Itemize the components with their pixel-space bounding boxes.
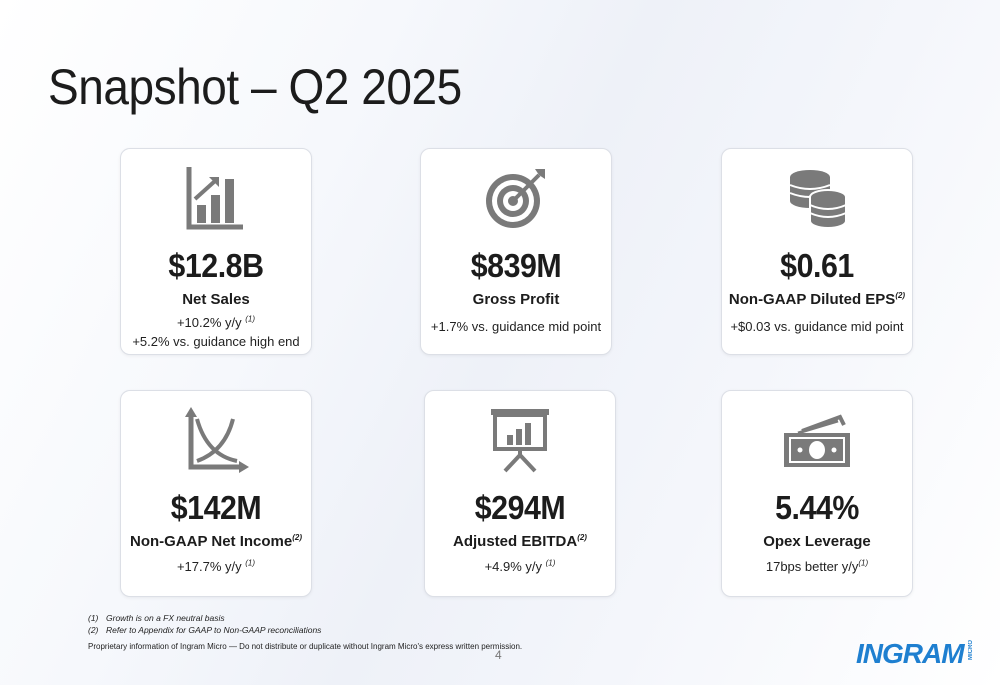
eps-guidance: +$0.03 vs. guidance mid point	[730, 319, 904, 334]
opex-label: Opex Leverage	[763, 533, 871, 550]
decline-chart-icon	[181, 405, 251, 475]
target-icon	[481, 163, 551, 233]
footnote-1: (1) Growth is on a FX neutral basis	[88, 613, 225, 623]
eps-value: $0.61	[780, 247, 854, 284]
ingram-micro-logo: INGRAM	[856, 638, 964, 669]
gross-profit-label: Gross Profit	[472, 291, 560, 308]
presentation-board-icon	[485, 405, 555, 475]
page-number: 4	[495, 648, 502, 662]
net-sales-label: Net Sales	[182, 291, 250, 308]
opex-change: 17bps better $y/y^{(1)}$	[765, 558, 869, 574]
gross-profit-guidance: +1.7% vs. guidance mid point	[430, 319, 602, 334]
ingram-micro-logo-sub: MICRO	[968, 640, 974, 660]
bar-chart-up-icon	[181, 163, 251, 233]
net-sales-growth: +10.2% y/y $^{(1)}$	[176, 314, 256, 330]
net-sales-value: $12.8B	[168, 247, 264, 284]
net-income-growth: +17.7% y/y $^{(1)}$	[176, 558, 256, 574]
net-sales-guidance: +5.2% vs. guidance high end	[132, 334, 300, 349]
coins-icon	[782, 163, 852, 233]
metric-card-ebitda	[424, 390, 616, 597]
net-income-label: Non-GAAP Net Income$^{(2)}$	[129, 533, 303, 550]
eps-label: Non-GAAP Diluted EPS$^{(2)}$	[728, 291, 906, 308]
footnotes	[88, 612, 321, 636]
cash-icon	[782, 405, 852, 475]
page-title: Snapshot – Q2 2025	[48, 59, 462, 115]
metric-card-net-income	[120, 390, 312, 597]
metric-card-opex	[721, 390, 913, 597]
ebitda-growth: +4.9% y/y $^{(1)}$	[484, 558, 556, 574]
footnote-2: (2) Refer to Appendix for GAAP to Non-GAAP reconciliations	[88, 625, 322, 635]
ebitda-value: $294M	[474, 489, 566, 526]
metric-card-net-sales	[120, 148, 312, 355]
metric-card-eps	[721, 148, 913, 355]
opex-value: 5.44%	[775, 489, 859, 526]
legal-disclaimer: Proprietary information of Ingram Micro — Do not distribute or duplicate without Ingram Micro's express written permission.	[88, 642, 523, 651]
ebitda-label: Adjusted EBITDA$^{(2)}$	[453, 533, 587, 550]
gross-profit-value: $839M	[470, 247, 562, 284]
net-income-value: $142M	[170, 489, 262, 526]
metric-card-gross-profit	[420, 148, 612, 355]
